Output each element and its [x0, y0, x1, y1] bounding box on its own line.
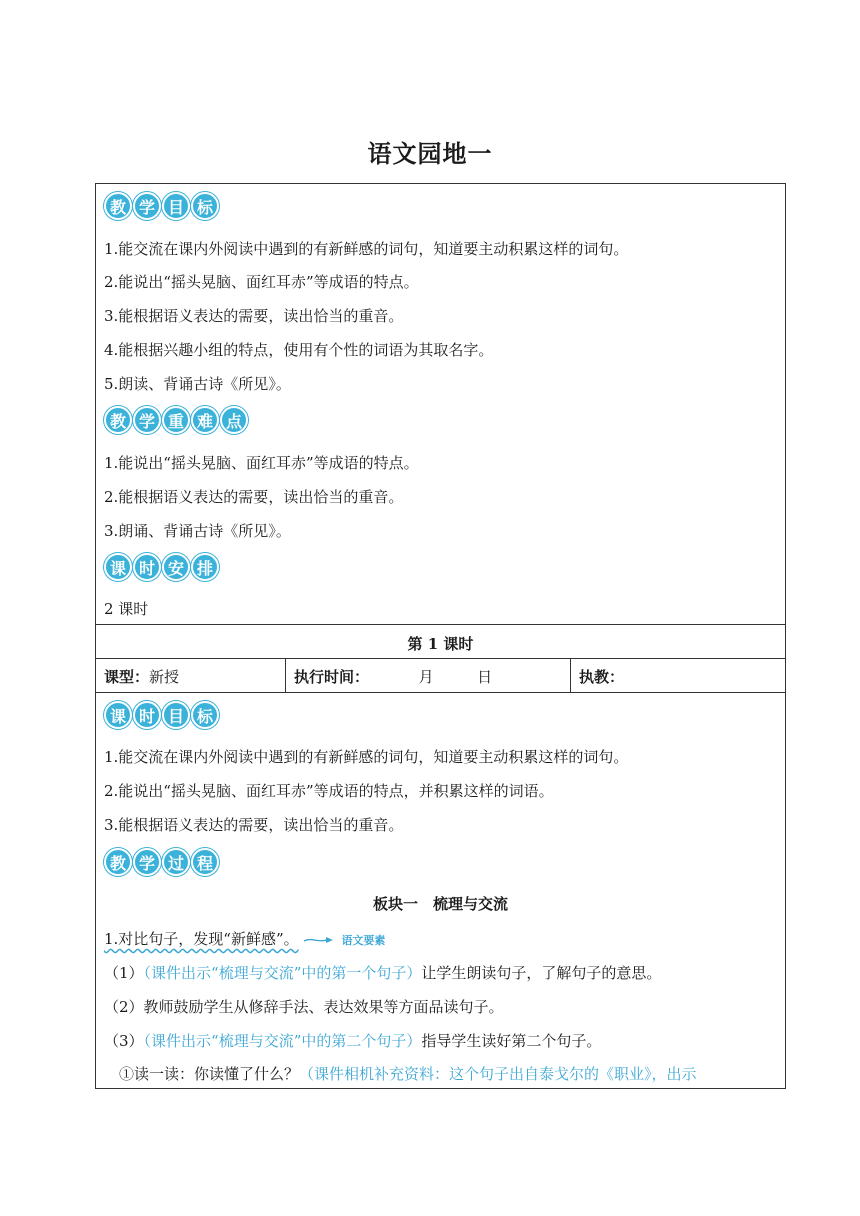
- lesson-type-value: 新授: [149, 668, 180, 686]
- step-1-tag: 语文要素: [341, 934, 386, 947]
- cell-divider: [285, 658, 286, 692]
- lesson-header: 第 1 课时: [407, 635, 474, 653]
- key-point-item: 2.能根据语义表达的需要，读出恰当的重音。: [104, 488, 404, 506]
- cell-divider: [570, 658, 571, 692]
- badge-char: 教: [104, 848, 132, 876]
- lesson-goal-item: 2.能说出“摇头晃脑、面红耳赤”等成语的特点，并积累这样的词语。: [104, 782, 554, 800]
- time-label: 执行时间：: [294, 668, 370, 686]
- badge-char: 重: [162, 406, 190, 434]
- badge-char: 难: [191, 406, 219, 434]
- badge-char: 点: [220, 406, 248, 434]
- p1-text: 让学生朗读句子，了解句子的意思。: [421, 964, 662, 982]
- process-paragraph: [104, 1030, 601, 1051]
- badge-char: 学: [133, 848, 161, 876]
- step-1-text: 1.对比句子，发现“新鲜感”。: [104, 930, 299, 948]
- goal-item: 3.能根据语义表达的需要，读出恰当的重音。: [104, 307, 404, 325]
- process-paragraph: [119, 1063, 697, 1084]
- row-divider: [96, 624, 785, 625]
- badge-char: 教: [104, 192, 132, 220]
- badge-char: 学: [133, 192, 161, 220]
- badge-char: 过: [162, 848, 190, 876]
- lesson-type-label: 课型：: [104, 668, 150, 686]
- badge-char: 标: [191, 701, 219, 729]
- step-1: [104, 928, 385, 949]
- process-paragraph: （2）教师鼓励学生从修辞手法、表达效果等方面品读句子。: [104, 998, 504, 1016]
- row-divider: [96, 692, 785, 693]
- schedule-text: 2 课时: [104, 600, 149, 618]
- p3-note: （课件出示“梳理与交流”中的第二个句子）: [143, 1032, 422, 1050]
- p1-note: （课件出示“梳理与交流”中的第一个句子）: [143, 964, 422, 982]
- teacher-label: 执教：: [579, 668, 625, 686]
- process-badge: [104, 848, 219, 876]
- row-divider: [96, 658, 785, 659]
- p4-note: （课件相机补充资料：这个句子出自泰戈尔的《职业》，出示: [299, 1065, 697, 1083]
- key-point-item: 1.能说出“摇头晃脑、面红耳赤”等成语的特点。: [104, 454, 419, 472]
- goal-item: 1.能交流在课内外阅读中遇到的有新鲜感的词句，知道要主动积累这样的词句。: [104, 240, 629, 258]
- badge-char: 教: [104, 406, 132, 434]
- lesson-plan-table: [95, 183, 786, 1089]
- badge-char: 学: [133, 406, 161, 434]
- lesson-goal-item: 3.能根据语义表达的需要，读出恰当的重音。: [104, 816, 404, 834]
- p3-text: 指导学生读好第二个句子。: [421, 1032, 602, 1050]
- process-paragraph: [104, 962, 661, 983]
- badge-char: 课: [104, 553, 132, 581]
- badge-char: 安: [162, 553, 190, 581]
- month-label: 月: [418, 668, 434, 686]
- block-title: 板块一 梳理与交流: [372, 895, 508, 913]
- lesson-goal-item: 1.能交流在课内外阅读中遇到的有新鲜感的词句，知道要主动积累这样的词句。: [104, 748, 629, 766]
- day-label: 日: [477, 668, 493, 686]
- lesson-type: [104, 666, 179, 687]
- badge-char: 目: [162, 701, 190, 729]
- key-point-item: 3.朗诵、背诵古诗《所见》。: [104, 522, 291, 540]
- lesson-goals-badge: [104, 701, 219, 729]
- badge-char: 目: [162, 192, 190, 220]
- key-points-badge: [104, 406, 248, 434]
- p4-text: ①读一读：你读懂了什么？: [119, 1065, 300, 1083]
- badge-char: 排: [191, 553, 219, 581]
- badge-char: 课: [104, 701, 132, 729]
- schedule-badge: [104, 553, 219, 581]
- arrow-icon: [303, 935, 335, 945]
- goal-item: 5.朗读、背诵古诗《所见》。: [104, 375, 291, 393]
- goal-item: 4.能根据兴趣小组的特点，使用有个性的词语为其取名字。: [104, 341, 494, 359]
- goal-item: 2.能说出“摇头晃脑、面红耳赤”等成语的特点。: [104, 273, 419, 291]
- badge-char: 时: [133, 701, 161, 729]
- goals-badge: [104, 192, 219, 220]
- page-title: 语文园地一: [367, 139, 493, 168]
- badge-char: 标: [191, 192, 219, 220]
- badge-char: 时: [133, 553, 161, 581]
- p1-number: （1）: [104, 964, 144, 982]
- execution-time: [294, 666, 492, 687]
- p3-number: （3）: [104, 1032, 144, 1050]
- badge-char: 程: [191, 848, 219, 876]
